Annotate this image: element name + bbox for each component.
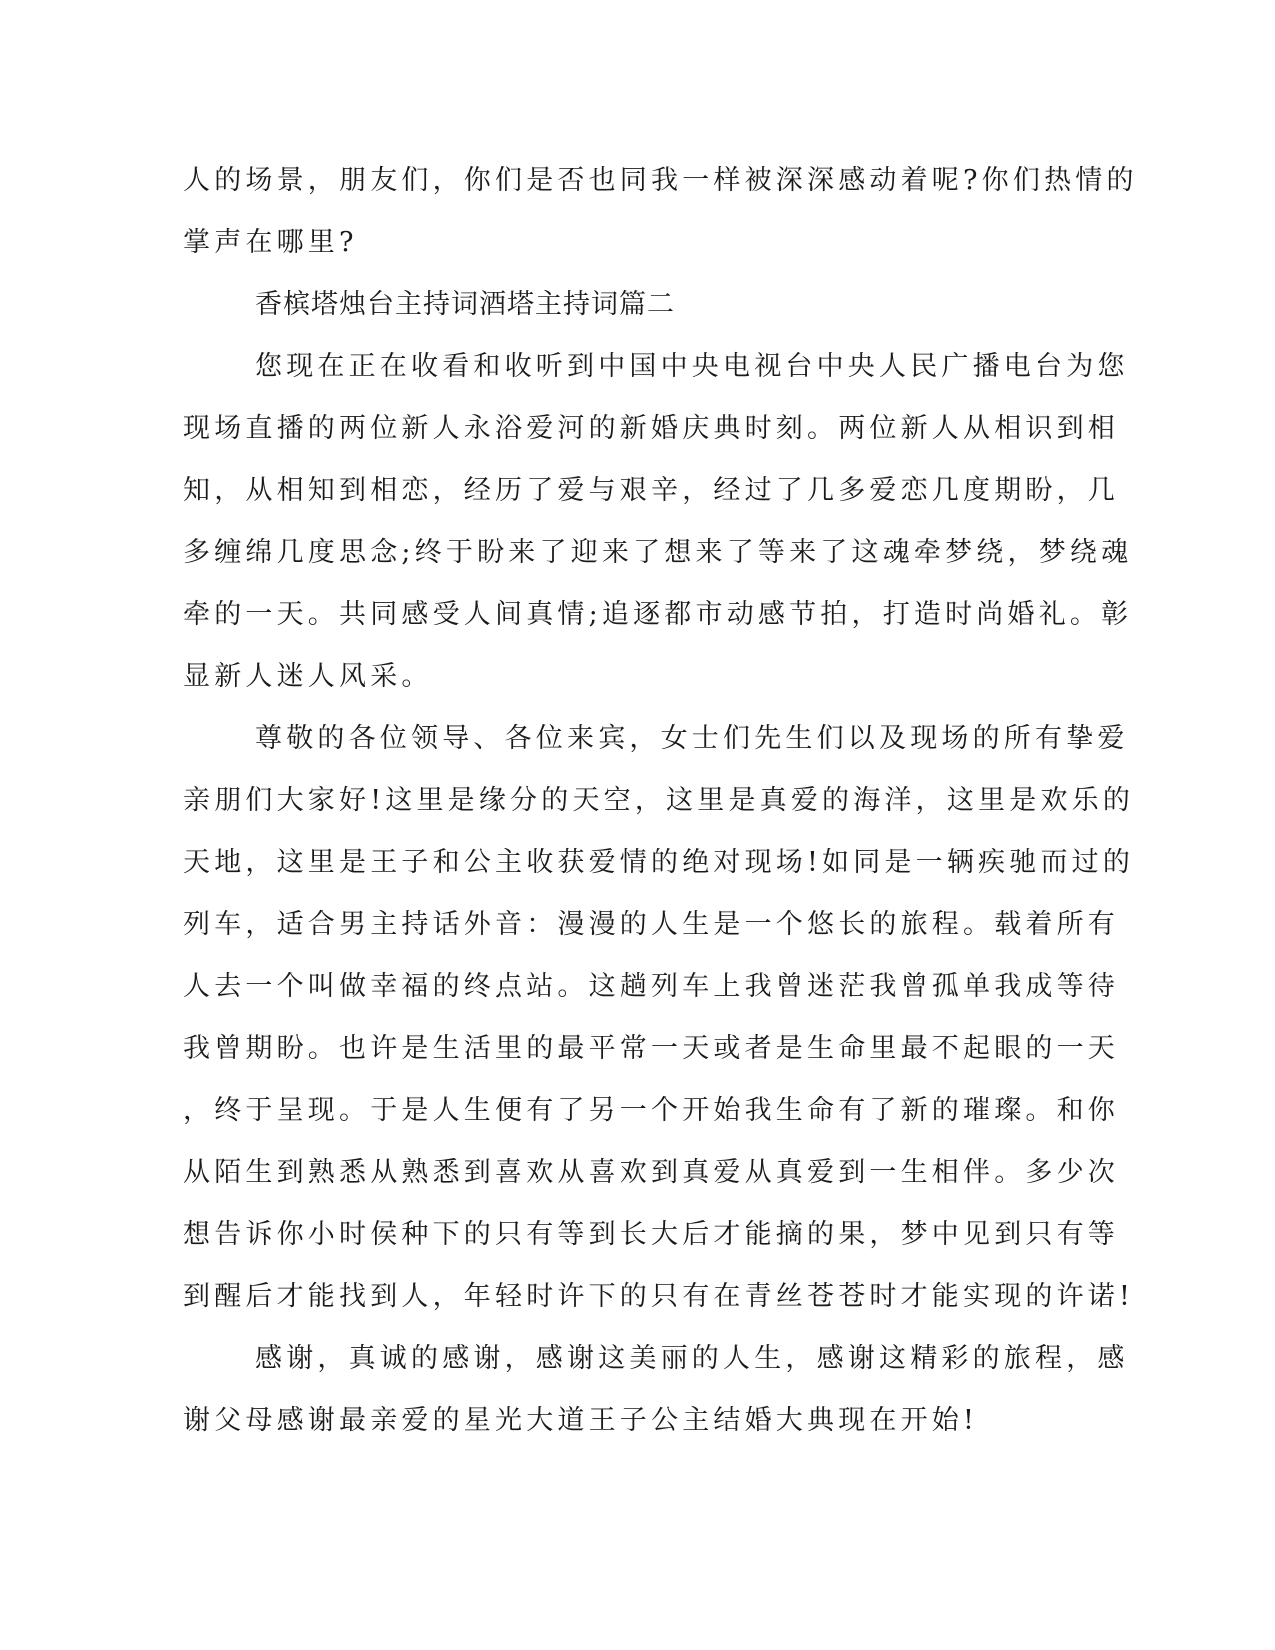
text-line: 到醒后才能找到人，年轻时许下的只有在青丝苍苍时才能实现的许诺! (183, 1281, 1135, 1312)
text-line: 掌声在哪里? (183, 227, 358, 258)
text-line: 显新人迷人风采。 (183, 661, 433, 692)
text-line: 您现在正在收看和收听到中国中央电视台中央人民广播电台为您 (255, 351, 1129, 382)
text-line: 从陌生到熟悉从熟悉到喜欢从喜欢到真爱从真爱到一生相伴。多少次 (183, 1157, 1119, 1188)
text-line: 人的场景，朋友们，你们是否也同我一样被深深感动着呢?你们热情的 (183, 165, 1138, 196)
text-line: ，终于呈现。于是人生便有了另一个开始我生命有了新的璀璨。和你 (183, 1095, 1119, 1126)
text-line: 牵的一天。共同感受人间真情;追逐都市动感节拍，打造时尚婚礼。彰 (183, 599, 1133, 630)
text-line: 知，从相知到相恋，经历了爱与艰辛，经过了几多爱恋几度期盼，几 (183, 475, 1119, 506)
text-line: 天地，这里是王子和公主收获爱情的绝对现场!如同是一辆疾驰而过的 (183, 847, 1135, 878)
text-line: 亲朋们大家好!这里是缘分的天空，这里是真爱的海洋，这里是欢乐的 (183, 785, 1135, 816)
text-line: 尊敬的各位领导、各位来宾，女士们先生们以及现场的所有挚爱 (255, 723, 1129, 754)
paragraph-thanks (183, 1328, 1129, 1452)
paragraph-continuation (183, 150, 1138, 274)
text-line: 我曾期盼。也许是生活里的最平常一天或者是生命里最不起眼的一天 (183, 1033, 1119, 1064)
text-line: 谢父母感谢最亲爱的星光大道王子公主结婚大典现在开始! (183, 1405, 979, 1436)
text-line: 列车，适合男主持话外音：漫漫的人生是一个悠长的旅程。载着所有 (183, 909, 1119, 940)
section-heading (183, 274, 1043, 336)
paragraph-welcome (183, 708, 1135, 1328)
paragraph-broadcast (183, 336, 1133, 708)
text-line: 多缠绵几度思念;终于盼来了迎来了想来了等来了这魂牵梦绕，梦绕魂 (183, 537, 1133, 568)
text-line: 现场直播的两位新人永浴爱河的新婚庆典时刻。两位新人从相识到相 (183, 413, 1119, 444)
document-body (183, 150, 1138, 1452)
text-line: 感谢，真诚的感谢，感谢这美丽的人生，感谢这精彩的旅程，感 (255, 1343, 1129, 1374)
text-line: 想告诉你小时侯种下的只有等到长大后才能摘的果，梦中见到只有等 (183, 1219, 1119, 1250)
heading-text: 香槟塔烛台主持词酒塔主持词篇二 (255, 289, 675, 320)
text-line: 人去一个叫做幸福的终点站。这趟列车上我曾迷茫我曾孤单我成等待 (183, 971, 1119, 1002)
